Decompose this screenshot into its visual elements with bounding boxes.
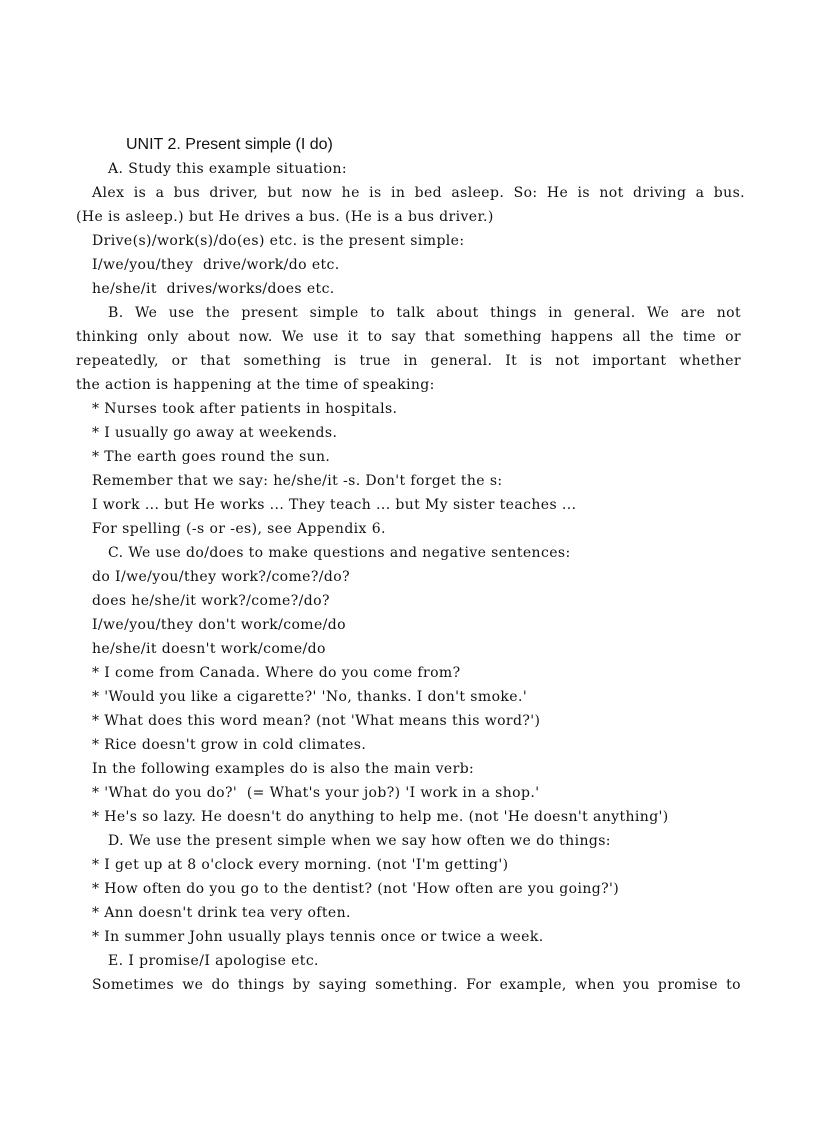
text-line: Alex is a bus driver, but now he is in bed asleep. So: He is not driving a bus. xyxy=(92,185,745,201)
text-line: do I/we/you/they work?/come?/do? xyxy=(92,569,350,585)
example-line: * Ann doesn't drink tea very often. xyxy=(92,905,351,921)
section-e-heading: E. I promise/I apologise etc. xyxy=(108,953,319,969)
text-line: he/she/it drives/works/does etc. xyxy=(92,281,335,297)
section-a-heading: A. Study this example situation: xyxy=(108,161,348,177)
example-line: * I come from Canada. Where do you come from? xyxy=(92,665,461,681)
example-line: * Rice doesn't grow in cold climates. xyxy=(92,737,367,753)
example-line: * I usually go away at weekends. xyxy=(92,425,338,441)
text-line: (He is asleep.) but He drives a bus. (He is a bus driver.) xyxy=(76,209,494,225)
text-line: Drive(s)/work(s)/do(es) etc. is the present simple: xyxy=(92,233,465,249)
text-line: Sometimes we do things by saying something. For example, when you promise to xyxy=(92,977,741,993)
example-line: * He's so lazy. He doesn't do anything to help me. (not 'He doesn't anything') xyxy=(92,809,669,825)
section-b-heading: B. We use the present simple to talk about things in general. We are not xyxy=(108,305,741,321)
text-line: thinking only about now. We use it to say that something happens all the time or xyxy=(76,329,741,345)
text-line: For spelling (-s or -es), see Appendix 6. xyxy=(92,521,386,537)
text-line: I work ... but He works ... They teach ... but My sister teaches ... xyxy=(92,497,577,513)
example-line: * Nurses took after patients in hospitals. xyxy=(92,401,398,417)
section-d-heading: D. We use the present simple when we say how often we do things: xyxy=(108,833,611,849)
example-line: * 'Would you like a cigarette?' 'No, thanks. I don't smoke.' xyxy=(92,689,528,705)
example-line: * What does this word mean? (not 'What means this word?') xyxy=(92,713,541,729)
example-line: * 'What do you do?' (= What's your job?) 'I work in a shop.' xyxy=(92,785,540,801)
example-line: * In summer John usually plays tennis once or twice a week. xyxy=(92,929,544,945)
example-line: * I get up at 8 o'clock every morning. (not 'I'm getting') xyxy=(92,857,509,873)
text-line: I/we/you/they don't work/come/do xyxy=(92,617,346,633)
example-line: * The earth goes round the sun. xyxy=(92,449,331,465)
example-line: * How often do you go to the dentist? (not 'How often are you going?') xyxy=(92,881,620,897)
text-line: Remember that we say: he/she/it -s. Don't forget the s: xyxy=(92,473,503,489)
text-line: he/she/it doesn't work/come/do xyxy=(92,641,326,657)
text-line: repeatedly, or that something is true in general. It is not important whether xyxy=(76,353,741,369)
section-c-heading: C. We use do/does to make questions and negative sentences: xyxy=(108,545,571,561)
page-title: UNIT 2. Present simple (I do) xyxy=(126,136,333,153)
text-line: does he/she/it work?/come?/do? xyxy=(92,593,330,609)
text-line: the action is happening at the time of speaking: xyxy=(76,377,435,393)
text-line: I/we/you/they drive/work/do etc. xyxy=(92,257,340,273)
text-line: In the following examples do is also the main verb: xyxy=(92,761,475,777)
